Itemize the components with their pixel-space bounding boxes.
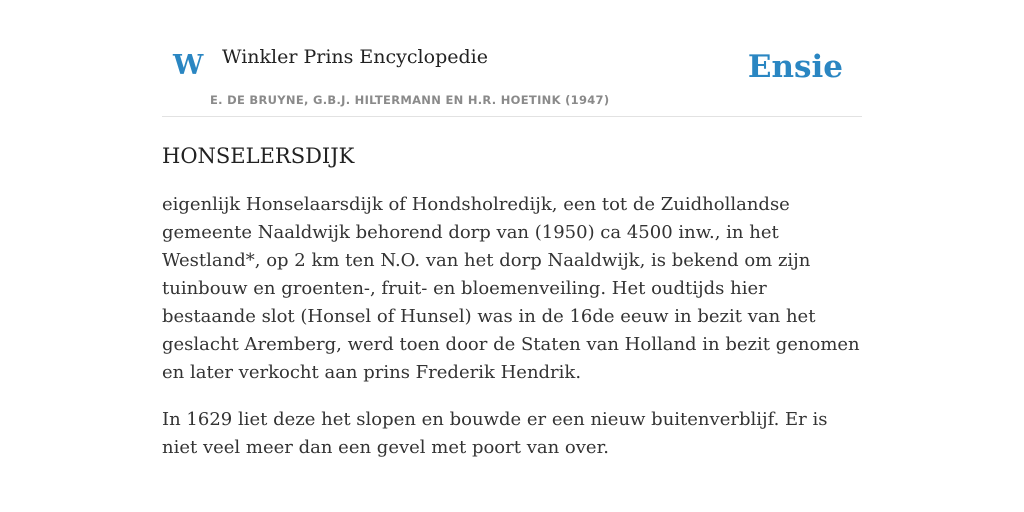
- entry-title: HONSELERSDIJK: [162, 144, 355, 168]
- ensie-logo[interactable]: Ensie: [747, 49, 843, 85]
- encyclopedia-authors: E. DE BRUYNE, G.B.J. HILTERMANN EN H.R. HOETINK (1947): [210, 93, 610, 107]
- page-header: [162, 0, 862, 117]
- winkler-prins-logo[interactable]: W: [173, 50, 204, 81]
- entry-paragraph: eigenlijk Honselaarsdijk of Hondsholredijk, een tot de Zuidhollandse gemeente Naaldwijk behorend dorp van (1950) ca 4500 inw., in het Westland*, op 2 km ten N.O. van het dorp Naaldwijk, is bekend om zijn tuinbouw en groenten-, fruit- en bloemenveiling. Het oudtijds hier bestaande slot (Honsel of Hunsel) was in de 16de eeuw in bezit van het geslacht Aremberg, werd toen door de Staten van Holland in bezit genomen en later verkocht aan prins Frederik Hendrik.: [162, 194, 860, 384]
- entry-paragraph: In 1629 liet deze het slopen en bouwde er een nieuw buitenverblijf. Er is niet veel meer dan een gevel met poort van over.: [162, 409, 828, 459]
- article-page: [162, 0, 862, 462]
- encyclopedia-title[interactable]: Winkler Prins Encyclopedie: [222, 46, 488, 68]
